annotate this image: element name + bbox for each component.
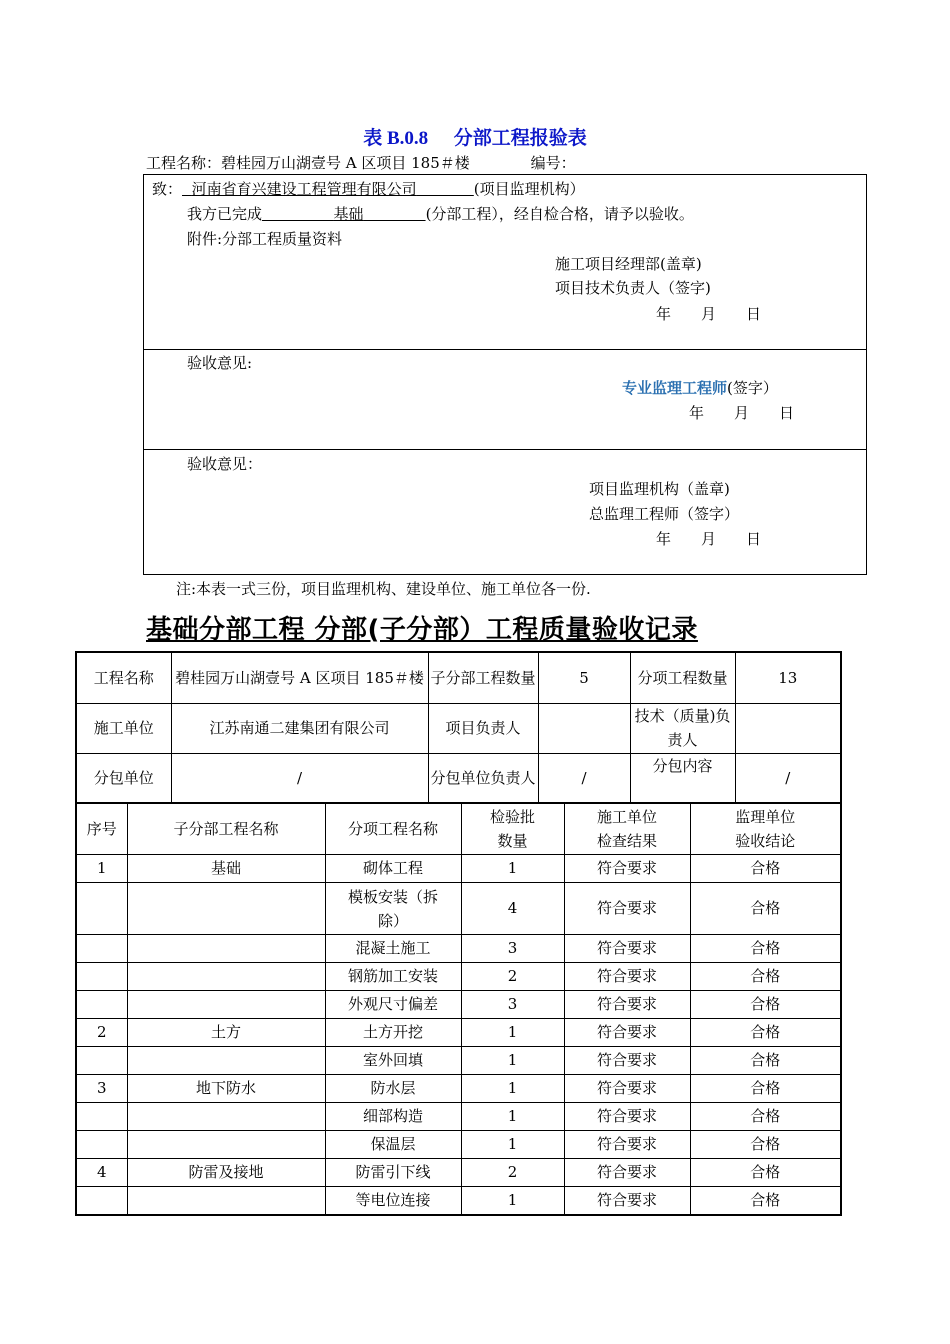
cell-supervision-result: 合格 bbox=[690, 1103, 841, 1131]
subcontract-content-value: / bbox=[735, 753, 841, 803]
cell-contractor-result: 符合要求 bbox=[564, 1047, 690, 1075]
cell-contractor-result: 符合要求 bbox=[564, 963, 690, 991]
cell-contractor-result: 符合要求 bbox=[564, 1131, 690, 1159]
cell-supervision-result: 合格 bbox=[690, 991, 841, 1019]
record-info-table bbox=[75, 651, 842, 804]
cell-contractor-result: 符合要求 bbox=[564, 935, 690, 963]
cell-contractor-result: 符合要求 bbox=[564, 855, 690, 883]
opinion-label-1: 验收意见: bbox=[187, 354, 253, 372]
cell-item-name: 细部构造 bbox=[325, 1103, 461, 1131]
cell-supervision-result: 合格 bbox=[690, 963, 841, 991]
cell-batch-count: 4 bbox=[461, 883, 564, 935]
table-row bbox=[76, 991, 841, 1019]
cell-item-name: 钢筋加工安装 bbox=[325, 963, 461, 991]
table-row bbox=[76, 855, 841, 883]
cell-supervision-result: 合格 bbox=[690, 1019, 841, 1047]
sign-pm-dept: 施工项目经理部(盖章) bbox=[555, 255, 702, 273]
subcontractor-pm-value: / bbox=[538, 753, 630, 803]
sub-count-value: 5 bbox=[538, 652, 630, 703]
cell-sub-name: 土方 bbox=[127, 1019, 325, 1047]
subcontractor-label: 分包单位 bbox=[76, 753, 171, 803]
cell-item-name: 砌体工程 bbox=[325, 855, 461, 883]
cell-supervision-result: 合格 bbox=[690, 1075, 841, 1103]
to-suffix: (项目监理机构） bbox=[473, 180, 585, 198]
cell-batch-count: 2 bbox=[461, 1159, 564, 1187]
cell-seq bbox=[76, 883, 127, 935]
header-contractor-result: 施工单位检查结果 bbox=[564, 804, 690, 855]
form-title-text: 分部工程报验表 bbox=[453, 127, 587, 149]
cell-sub-name bbox=[127, 935, 325, 963]
cell-item-name: 模板安装（拆除） bbox=[325, 883, 461, 935]
engineer-sign: (签字） bbox=[727, 379, 778, 397]
cell-item-name: 保温层 bbox=[325, 1131, 461, 1159]
cell-item-name: 土方开挖 bbox=[325, 1019, 461, 1047]
project-name-value: 碧桂园万山湖壹号 A 区项目 185＃楼 bbox=[171, 652, 428, 703]
cell-sub-name bbox=[127, 1103, 325, 1131]
pm-value bbox=[538, 703, 630, 753]
cell-item-name: 等电位连接 bbox=[325, 1187, 461, 1216]
tech-lead-label: 技术（质量)负责人 bbox=[630, 703, 735, 753]
cell-batch-count: 1 bbox=[461, 855, 564, 883]
to-line bbox=[152, 178, 585, 199]
sign-tech-lead: 项目技术负责人（签字) bbox=[555, 279, 711, 297]
header-seq: 序号 bbox=[76, 804, 127, 855]
tech-lead-value bbox=[735, 703, 841, 753]
cell-seq: 2 bbox=[76, 1019, 127, 1047]
cell-item-name: 室外回填 bbox=[325, 1047, 461, 1075]
cell-item-name: 防水层 bbox=[325, 1075, 461, 1103]
header-batch-count: 检验批数量 bbox=[461, 804, 564, 855]
subcontractor-value: / bbox=[171, 753, 428, 803]
to-label: 致： bbox=[152, 180, 183, 198]
engineer-sign-line bbox=[622, 377, 778, 398]
cell-supervision-result: 合格 bbox=[690, 855, 841, 883]
items-header-row bbox=[76, 804, 841, 855]
cell-sub-name bbox=[127, 1187, 325, 1216]
cell-item-name: 防雷引下线 bbox=[325, 1159, 461, 1187]
contractor-value: 江苏南通二建集团有限公司 bbox=[171, 703, 428, 753]
cell-sub-name: 基础 bbox=[127, 855, 325, 883]
subcontractor-pm-label: 分包单位负责人 bbox=[428, 753, 538, 803]
completed-post: (分部工程），经自检合格，请予以验收。 bbox=[425, 205, 694, 223]
cell-sub-name bbox=[127, 1131, 325, 1159]
cell-supervision-result: 合格 bbox=[690, 883, 841, 935]
cell-supervision-result: 合格 bbox=[690, 1131, 841, 1159]
cell-seq bbox=[76, 991, 127, 1019]
cell-contractor-result: 符合要求 bbox=[564, 1075, 690, 1103]
table-row bbox=[76, 1047, 841, 1075]
cell-sub-name bbox=[127, 1047, 325, 1075]
cell-contractor-result: 符合要求 bbox=[564, 1187, 690, 1216]
cell-supervision-result: 合格 bbox=[690, 1187, 841, 1216]
header-supervision-result: 监理单位验收结论 bbox=[690, 804, 841, 855]
engineer-label: 专业监理工程师 bbox=[622, 379, 728, 397]
cell-batch-count: 1 bbox=[461, 1103, 564, 1131]
cell-sub-name: 防雷及接地 bbox=[127, 1159, 325, 1187]
record-title: 基础分部工程 分部(子分部）工程质量验收记录 bbox=[146, 615, 698, 645]
table-row bbox=[76, 1019, 841, 1047]
table-row bbox=[76, 883, 841, 935]
form-title bbox=[0, 123, 950, 150]
subcontract-content-label: 分包内容 bbox=[630, 753, 735, 803]
sign-chief-engineer: 总监理工程师（签字） bbox=[589, 505, 740, 523]
cell-batch-count: 1 bbox=[461, 1187, 564, 1216]
cell-seq: 1 bbox=[76, 855, 127, 883]
opinion-label-2: 验收意见： bbox=[187, 455, 263, 473]
attachment: 附件:分部工程质量资料 bbox=[187, 230, 343, 248]
cell-contractor-result: 符合要求 bbox=[564, 1019, 690, 1047]
cell-batch-count: 3 bbox=[461, 935, 564, 963]
header-sub-name: 子分部工程名称 bbox=[127, 804, 325, 855]
table-row bbox=[76, 935, 841, 963]
sub-count-label: 子分部工程数量 bbox=[428, 652, 538, 703]
completed-item: 基础 bbox=[333, 205, 364, 223]
cell-batch-count: 2 bbox=[461, 963, 564, 991]
number-label: 编号： bbox=[530, 154, 576, 172]
date-1: 年 月 日 bbox=[656, 305, 762, 323]
cell-sub-name bbox=[127, 883, 325, 935]
cell-item-name: 混凝土施工 bbox=[325, 935, 461, 963]
cell-sub-name bbox=[127, 963, 325, 991]
cell-seq bbox=[76, 1187, 127, 1216]
cell-batch-count: 3 bbox=[461, 991, 564, 1019]
form-note: 注:本表一式三份，项目监理机构、建设单位、施工单位各一份. bbox=[176, 580, 591, 598]
project-line bbox=[146, 152, 576, 173]
item-count-value: 13 bbox=[735, 652, 841, 703]
cell-seq: 4 bbox=[76, 1159, 127, 1187]
cell-batch-count: 1 bbox=[461, 1019, 564, 1047]
cell-seq bbox=[76, 1103, 127, 1131]
pm-label: 项目负责人 bbox=[428, 703, 538, 753]
table-row bbox=[76, 1159, 841, 1187]
cell-sub-name: 地下防水 bbox=[127, 1075, 325, 1103]
cell-batch-count: 1 bbox=[461, 1047, 564, 1075]
table-row bbox=[76, 1187, 841, 1216]
record-items-table bbox=[75, 803, 842, 1216]
cell-supervision-result: 合格 bbox=[690, 1047, 841, 1075]
cell-seq bbox=[76, 1047, 127, 1075]
completed-line bbox=[187, 203, 694, 224]
cell-contractor-result: 符合要求 bbox=[564, 1103, 690, 1131]
cell-contractor-result: 符合要求 bbox=[564, 883, 690, 935]
project-label: 工程名称：碧桂园万山湖壹号 A 区项目 185＃楼 bbox=[146, 154, 470, 172]
cell-seq bbox=[76, 963, 127, 991]
form-title-prefix: 表 B.0.8 bbox=[363, 128, 429, 149]
cell-sub-name bbox=[127, 991, 325, 1019]
cell-item-name: 外观尺寸偏差 bbox=[325, 991, 461, 1019]
cell-contractor-result: 符合要求 bbox=[564, 991, 690, 1019]
table-row bbox=[76, 1075, 841, 1103]
contractor-label: 施工单位 bbox=[76, 703, 171, 753]
opinion-section-2 bbox=[143, 449, 867, 575]
item-count-label: 分项工程数量 bbox=[630, 652, 735, 703]
opinion-section-1 bbox=[143, 349, 867, 450]
header-item-name: 分项工程名称 bbox=[325, 804, 461, 855]
date-2: 年 月 日 bbox=[689, 404, 795, 422]
table-row bbox=[76, 1131, 841, 1159]
cell-contractor-result: 符合要求 bbox=[564, 1159, 690, 1187]
completed-pre: 我方已完成 bbox=[187, 205, 263, 223]
cell-batch-count: 1 bbox=[461, 1075, 564, 1103]
table-row bbox=[76, 1103, 841, 1131]
project-name-label: 工程名称 bbox=[76, 652, 171, 703]
cell-seq bbox=[76, 1131, 127, 1159]
table-row bbox=[76, 963, 841, 991]
cell-seq: 3 bbox=[76, 1075, 127, 1103]
date-3: 年 月 日 bbox=[656, 530, 762, 548]
application-section bbox=[143, 174, 867, 350]
cell-batch-count: 1 bbox=[461, 1131, 564, 1159]
cell-seq bbox=[76, 935, 127, 963]
sign-supervision-org: 项目监理机构（盖章) bbox=[589, 480, 730, 498]
cell-supervision-result: 合格 bbox=[690, 1159, 841, 1187]
to-org: 河南省育兴建设工程管理有限公司 bbox=[191, 180, 417, 198]
cell-supervision-result: 合格 bbox=[690, 935, 841, 963]
